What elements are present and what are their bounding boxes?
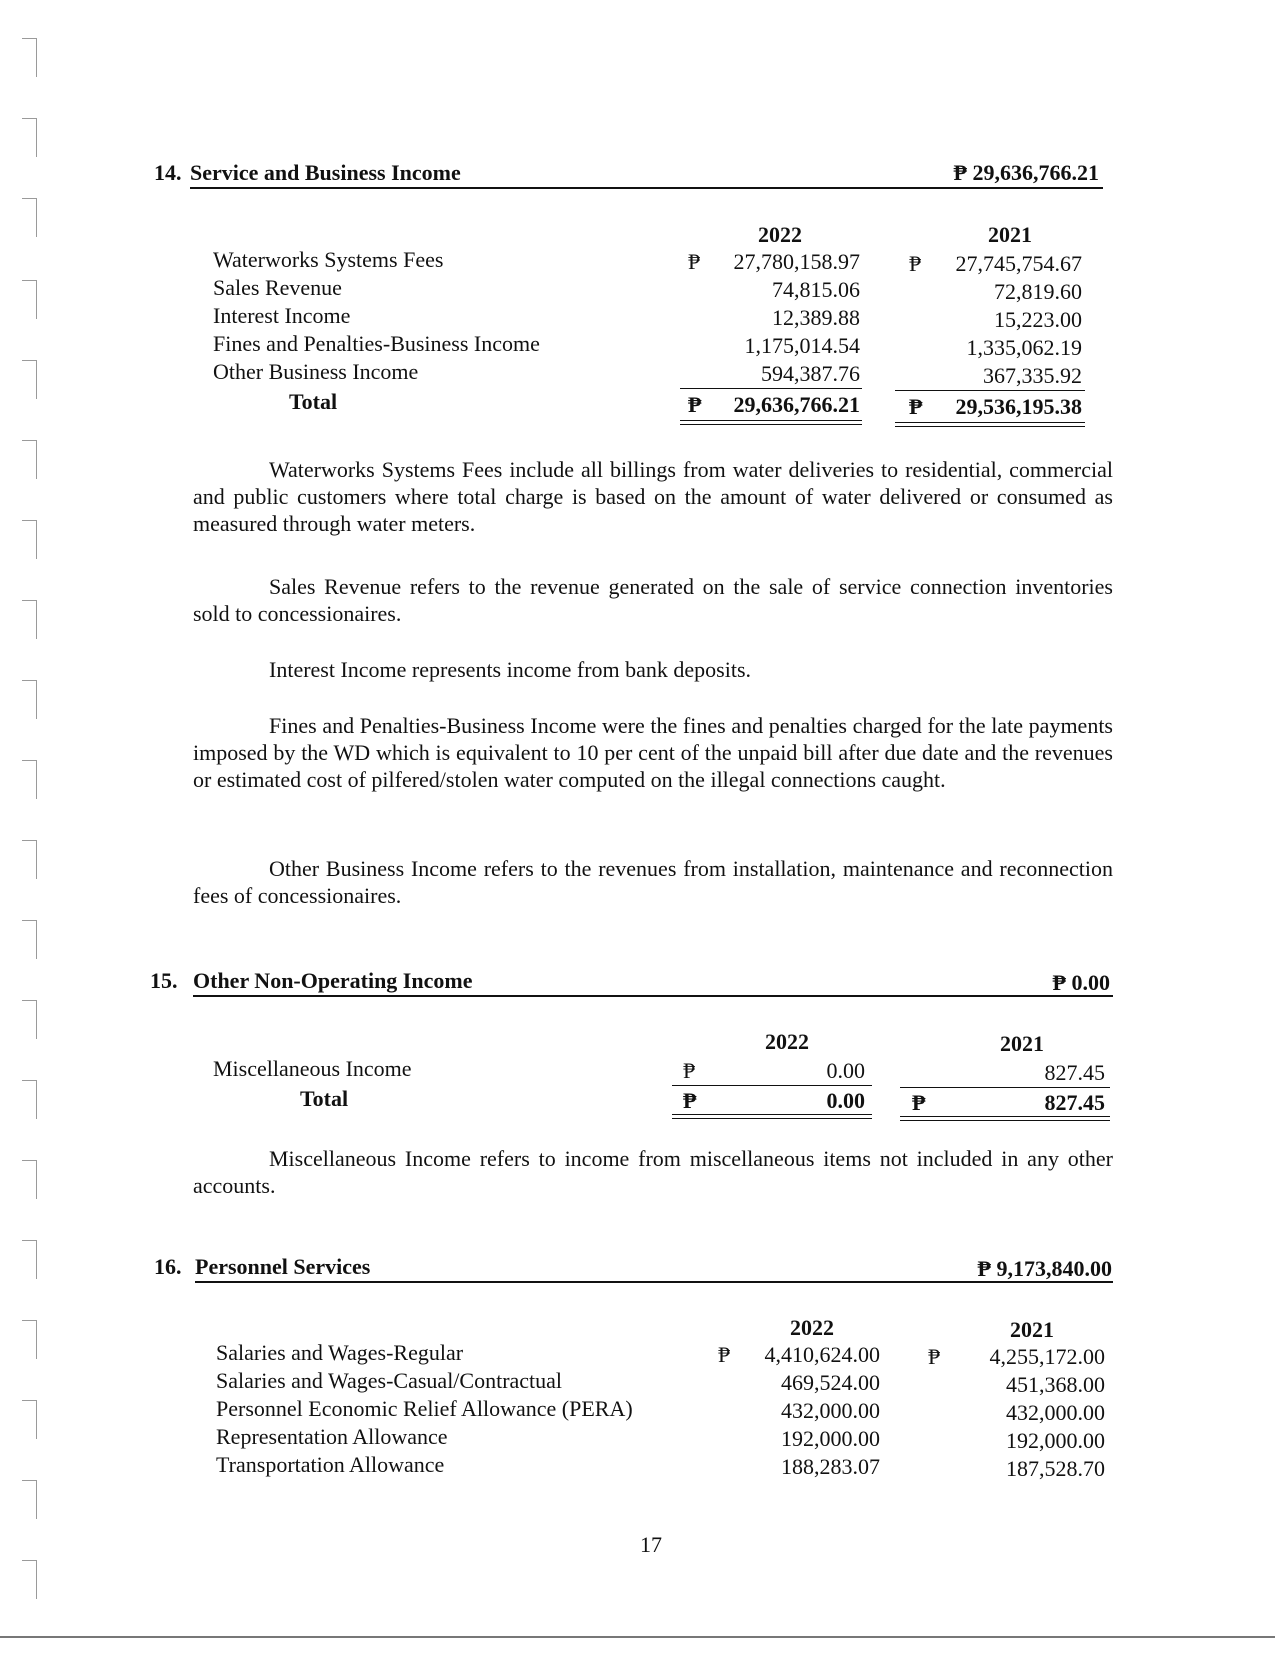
binding-mark <box>22 1560 37 1599</box>
binding-mark <box>22 920 37 959</box>
table-cell-2021: 72,819.60 <box>994 279 1082 304</box>
notes-service-business-income <box>193 712 1113 793</box>
column-header-2022: 2022 <box>790 1315 834 1340</box>
paragraph: Interest Income represents income from bank deposits. <box>269 657 752 682</box>
section-total-amount: ₱ 29,636,766.21 <box>953 160 1099 185</box>
table-cell-2022: 1,175,014.54 <box>744 333 860 358</box>
paragraph: Sales Revenue refers to the revenue generated on the sale of service connection inventories sold to concessionaires. <box>193 574 1113 626</box>
table-cell-2022: 188,283.07 <box>781 1454 880 1479</box>
subtotal-rule <box>680 388 862 389</box>
binding-mark <box>22 440 37 479</box>
binding-mark <box>22 1480 37 1519</box>
section-number: 14. <box>154 160 182 185</box>
section-title: Service and Business Income <box>190 160 461 185</box>
table-row-label: Fines and Penalties-Business Income <box>213 331 540 356</box>
total-2021: 827.45 <box>1044 1090 1105 1115</box>
currency-symbol: ₱ <box>688 249 701 274</box>
total-2022: 29,636,766.21 <box>733 392 860 417</box>
table-cell-2022: 0.00 <box>826 1058 865 1083</box>
section-number: 16. <box>154 1254 182 1279</box>
binding-mark <box>22 1400 37 1439</box>
binding-mark <box>22 520 37 559</box>
binding-mark <box>22 1000 37 1039</box>
notes-service-business-income <box>193 855 1113 909</box>
table-row-label: Interest Income <box>213 303 351 328</box>
binding-mark <box>22 680 37 719</box>
table-cell-2022: 192,000.00 <box>781 1426 880 1451</box>
binding-mark <box>22 1080 37 1119</box>
total-label: Total <box>300 1086 349 1111</box>
notes-service-business-income <box>193 456 1113 537</box>
binding-mark <box>22 280 37 319</box>
table-row-label: Transportation Allowance <box>216 1452 445 1477</box>
table-row-label: Salaries and Wages-Casual/Contractual <box>216 1368 563 1393</box>
section-total-amount: ₱ 0.00 <box>1052 970 1110 995</box>
column-header-2021: 2021 <box>1000 1031 1044 1056</box>
table-cell-2021: 4,255,172.00 <box>989 1344 1105 1369</box>
section-title: Other Non-Operating Income <box>193 968 473 993</box>
subtotal-rule <box>672 1085 872 1086</box>
table-row-label: Sales Revenue <box>213 275 342 300</box>
binding-mark <box>22 360 37 399</box>
paragraph: Other Business Income refers to the revenues from installation, maintenance and reconnection fees of concessionaires. <box>193 856 1113 908</box>
total-2022: 0.00 <box>826 1088 865 1113</box>
table-cell-2022: 432,000.00 <box>781 1398 880 1423</box>
currency-symbol: ₱ <box>928 1344 941 1369</box>
table-row-label: Personnel Economic Relief Allowance (PERA) <box>216 1396 633 1421</box>
subtotal-rule <box>900 1087 1110 1088</box>
table-cell-2021: 1,335,062.19 <box>966 335 1082 360</box>
paragraph: Fines and Penalties-Business Income were the fines and penalties charged for the late payments imposed by the WD which is equivalent to 10 per cent of the unpaid bill after due date and the revenues or estimated cost of pilfered/stolen water computed on the illegal connections caught. <box>193 713 1113 792</box>
section-rule <box>193 995 1113 997</box>
table-cell-2022: 469,524.00 <box>781 1370 880 1395</box>
binding-mark <box>22 840 37 879</box>
table-cell-2021: 192,000.00 <box>1006 1428 1105 1453</box>
binding-mark <box>22 1240 37 1279</box>
table-cell-2021: 15,223.00 <box>994 307 1082 332</box>
column-header-2022: 2022 <box>765 1029 809 1054</box>
table-row-label: Miscellaneous Income <box>213 1056 412 1081</box>
page-bottom-edge <box>0 1636 1275 1638</box>
paragraph: Miscellaneous Income refers to income from miscellaneous items not included in any other accounts. <box>193 1146 1113 1198</box>
table-row-label: Salaries and Wages-Regular <box>216 1340 464 1365</box>
table-cell-2022: 594,387.76 <box>761 361 860 386</box>
currency-symbol: ₱ <box>909 251 922 276</box>
column-header-2021: 2021 <box>1010 1317 1054 1342</box>
section-number: 15. <box>150 968 178 993</box>
paragraph: Waterworks Systems Fees include all billings from water deliveries to residential, commercial and public customers where total charge is based on the amount of water delivered or consumed as measured through water meters. <box>193 457 1113 536</box>
binding-mark <box>22 1320 37 1359</box>
currency-symbol: ₱ <box>912 1090 926 1115</box>
section-total-amount: ₱ 9,173,840.00 <box>977 1256 1112 1281</box>
currency-symbol: ₱ <box>683 1088 697 1113</box>
notes-service-business-income <box>193 656 1113 683</box>
currency-symbol: ₱ <box>688 392 702 417</box>
table-row-label: Representation Allowance <box>216 1424 448 1449</box>
column-header-2022: 2022 <box>758 222 802 247</box>
binding-mark <box>22 760 37 799</box>
currency-symbol: ₱ <box>909 394 923 419</box>
column-header-2021: 2021 <box>988 222 1032 247</box>
table-cell-2021: 367,335.92 <box>983 363 1082 388</box>
notes-other-non-operating-income <box>193 1145 1113 1199</box>
total-double-rule <box>895 422 1085 427</box>
binding-mark <box>22 118 37 157</box>
binding-mark <box>22 600 37 639</box>
table-row-label: Other Business Income <box>213 359 419 384</box>
total-2021: 29,536,195.38 <box>955 394 1082 419</box>
total-double-rule <box>900 1116 1110 1121</box>
notes-service-business-income <box>193 573 1113 627</box>
table-cell-2021: 432,000.00 <box>1006 1400 1105 1425</box>
total-double-rule <box>672 1114 872 1119</box>
binding-mark <box>22 1160 37 1199</box>
table-cell-2021: 27,745,754.67 <box>955 251 1082 276</box>
currency-symbol: ₱ <box>718 1342 731 1367</box>
table-cell-2022: 74,815.06 <box>772 277 860 302</box>
binding-mark <box>22 198 37 237</box>
total-double-rule <box>680 420 862 425</box>
total-label: Total <box>289 389 338 414</box>
table-cell-2022: 4,410,624.00 <box>764 1342 880 1367</box>
table-cell-2022: 12,389.88 <box>772 305 860 330</box>
table-cell-2021: 187,528.70 <box>1006 1456 1105 1481</box>
table-cell-2022: 27,780,158.97 <box>733 249 860 274</box>
currency-symbol: ₱ <box>683 1058 696 1083</box>
table-row-label: Waterworks Systems Fees <box>213 247 444 272</box>
section-title: Personnel Services <box>195 1254 371 1279</box>
binding-mark <box>22 38 37 77</box>
section-rule <box>190 187 1103 189</box>
page-number: 17 <box>640 1532 662 1557</box>
table-cell-2021: 451,368.00 <box>1006 1372 1105 1397</box>
table-cell-2021: 827.45 <box>1044 1060 1105 1085</box>
subtotal-rule <box>895 390 1085 391</box>
